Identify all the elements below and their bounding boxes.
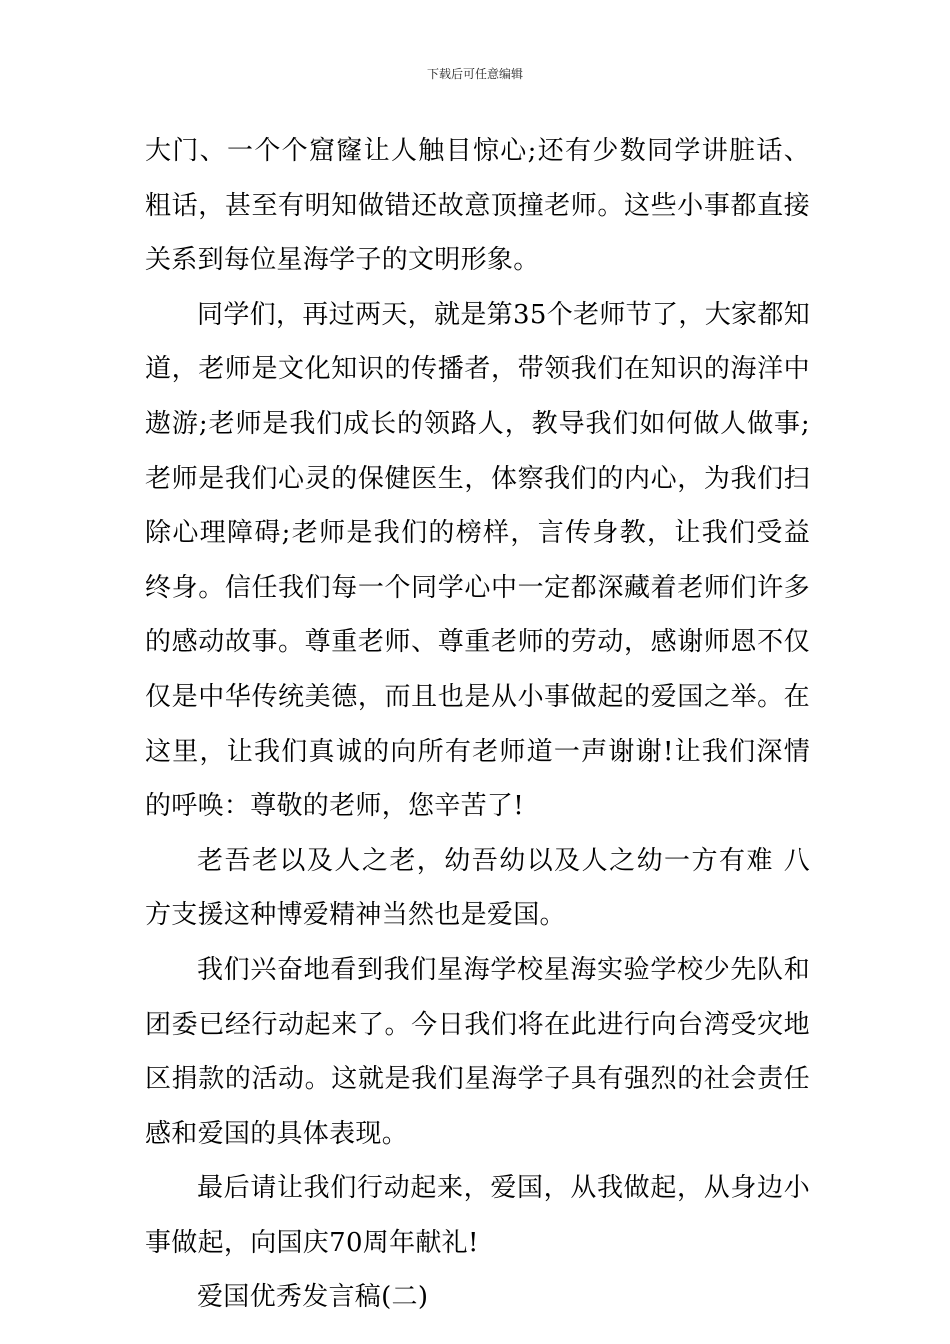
- paragraph-continuation: 大门、一个个窟窿让人触目惊心;还有少数同学讲脏话、粗话，甚至有明知做错还故意顶撞老师。这些小事都直接关系到每位星海学子的文明形象。: [145, 136, 810, 276]
- document-body: [145, 124, 810, 1325]
- paragraph-donation-activity: 我们兴奋地看到我们星海学校星海实验学校少先队和团委已经行动起来了。今日我们将在此进行向台湾受灾地区捐款的活动。这就是我们星海学子具有强烈的社会责任感和爱国的具体表现。: [145, 954, 810, 1149]
- section-title: 爱国优秀发言稿(二): [197, 1282, 429, 1313]
- paragraph-universal-love: 老吾老以及人之老，幼吾幼以及人之幼一方有难 八方支援这种博爱精神当然也是爱国。: [145, 845, 810, 931]
- paragraph-teachers-day: 同学们，再过两天，就是第35个老师节了，大家都知道，老师是文化知识的传播者，带领我们在知识的海洋中遨游;老师是我们成长的领路人，教导我们如何做人做事;老师是我们心灵的保健医生，体察我们的内心，为我们扫除心理障碍;老师是我们的榜样，言传身教，让我们受益终身。信任我们每一个同学心中一定都深藏着老师们许多的感动故事。尊重老师、尊重老师的劳动，感谢师恩不仅仅是中华传统美德，而且也是从小事做起的爱国之举。在这里，让我们真诚的向所有老师道一声谢谢!让我们深情的呼唤：尊敬的老师，您辛苦了!: [145, 299, 810, 822]
- page-header-note: 下载后可任意编辑: [426, 67, 523, 81]
- paragraph-call-to-action: 最后请让我们行动起来，爱国，从我做起，从身边小事做起，向国庆70周年献礼!: [145, 1173, 810, 1258]
